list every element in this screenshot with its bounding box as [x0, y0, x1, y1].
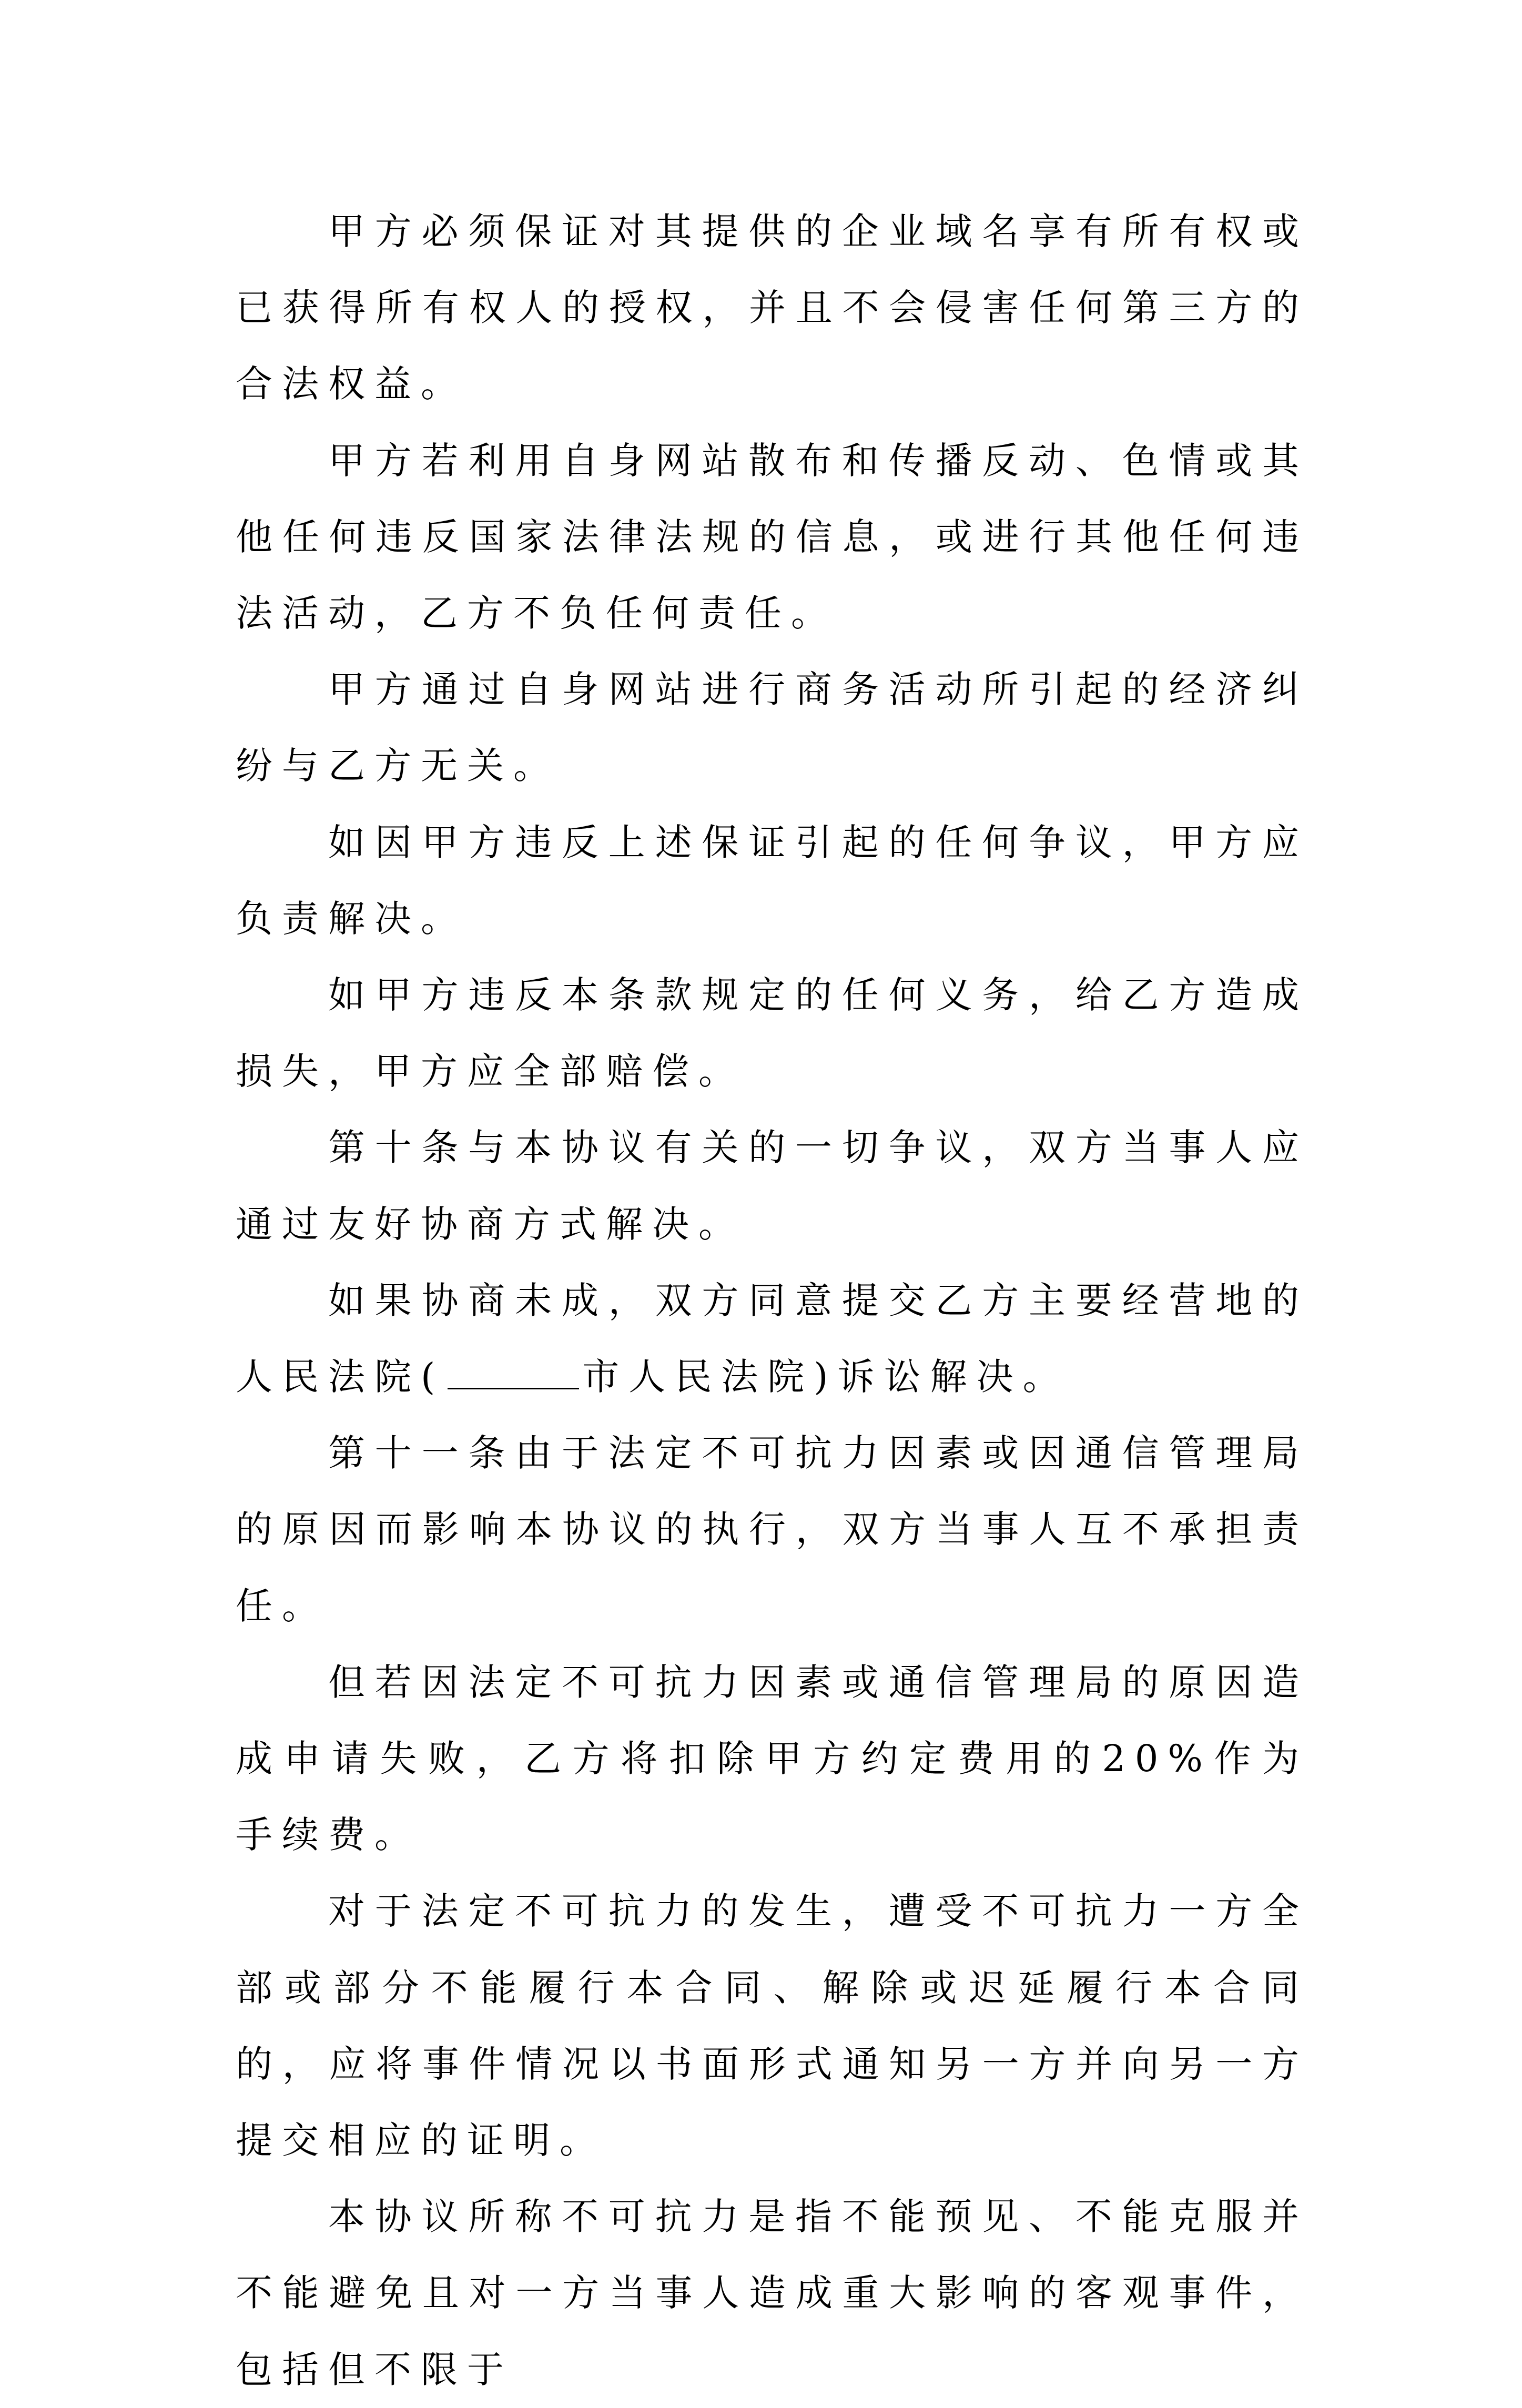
paragraph-force-majeure-definition — [236, 2179, 1308, 2408]
paragraph-litigation — [236, 1263, 1308, 1415]
paragraph-text: 如因甲方违反上述保证引起的任何争议，甲方应负责解决。 — [236, 820, 1308, 940]
paragraph-text: 甲方必须保证对其提供的企业域名享有所有权或已获得所有权人的授权，并且不会侵害任何第三方的合法权益。 — [236, 210, 1308, 406]
paragraph-dispute-responsibility — [236, 805, 1308, 957]
paragraph-text: 但若因法定不可抗力因素或通信管理局的原因造成申请失败，乙方将扣除甲方约定费用的20%作为手续费。 — [236, 1660, 1308, 1857]
paragraph-compensation — [236, 957, 1308, 1110]
paragraph-illegal-content — [236, 423, 1308, 652]
paragraph-article-10 — [236, 1110, 1308, 1262]
document-body — [236, 194, 1308, 2408]
paragraph-text: 第十一条由于法定不可抗力因素或因通信管理局的原因而影响本协议的执行，双方当事人互不承担责任。 — [236, 1431, 1308, 1628]
paragraph-application-fee — [236, 1644, 1308, 1874]
paragraph-text: 如甲方违反本条款规定的任何义务，给乙方造成损失，甲方应全部赔偿。 — [236, 973, 1308, 1093]
paragraph-text: 甲方若利用自身网站散布和传播反动、色情或其他任何违反国家法律法规的信息，或进行其他任何违法活动，乙方不负任何责任。 — [236, 439, 1308, 635]
paragraph-text: 第十条与本协议有关的一切争议，双方当事人应通过友好协商方式解决。 — [236, 1126, 1308, 1246]
paragraph-text: 甲方通过自身网站进行商务活动所引起的经济纠纷与乙方无关。 — [236, 668, 1308, 788]
paragraph-force-majeure-notice — [236, 1873, 1308, 2179]
paragraph-commercial-disputes — [236, 652, 1308, 804]
paragraph-text: 本协议所称不可抗力是指不能预见、不能克服并不能避免且对一方当事人造成重大影响的客观事件，包括但不限于 — [236, 2195, 1308, 2391]
paragraph-article-11 — [236, 1415, 1308, 1644]
court-name-blank — [448, 1387, 579, 1389]
paragraph-text: 市人民法院)诉讼解决。 — [582, 1355, 1069, 1399]
paragraph-domain-ownership — [236, 194, 1308, 423]
paragraph-text: 如果协商未成，双方同意提交乙方主要经营地的人民法院( — [236, 1278, 1308, 1399]
paragraph-text: 对于法定不可抗力的发生，遭受不可抗力一方全部或部分不能履行本合同、解除或迟延履行本合同的，应将事件情况以书面形式通知另一方并向另一方提交相应的证明。 — [236, 1889, 1308, 2162]
